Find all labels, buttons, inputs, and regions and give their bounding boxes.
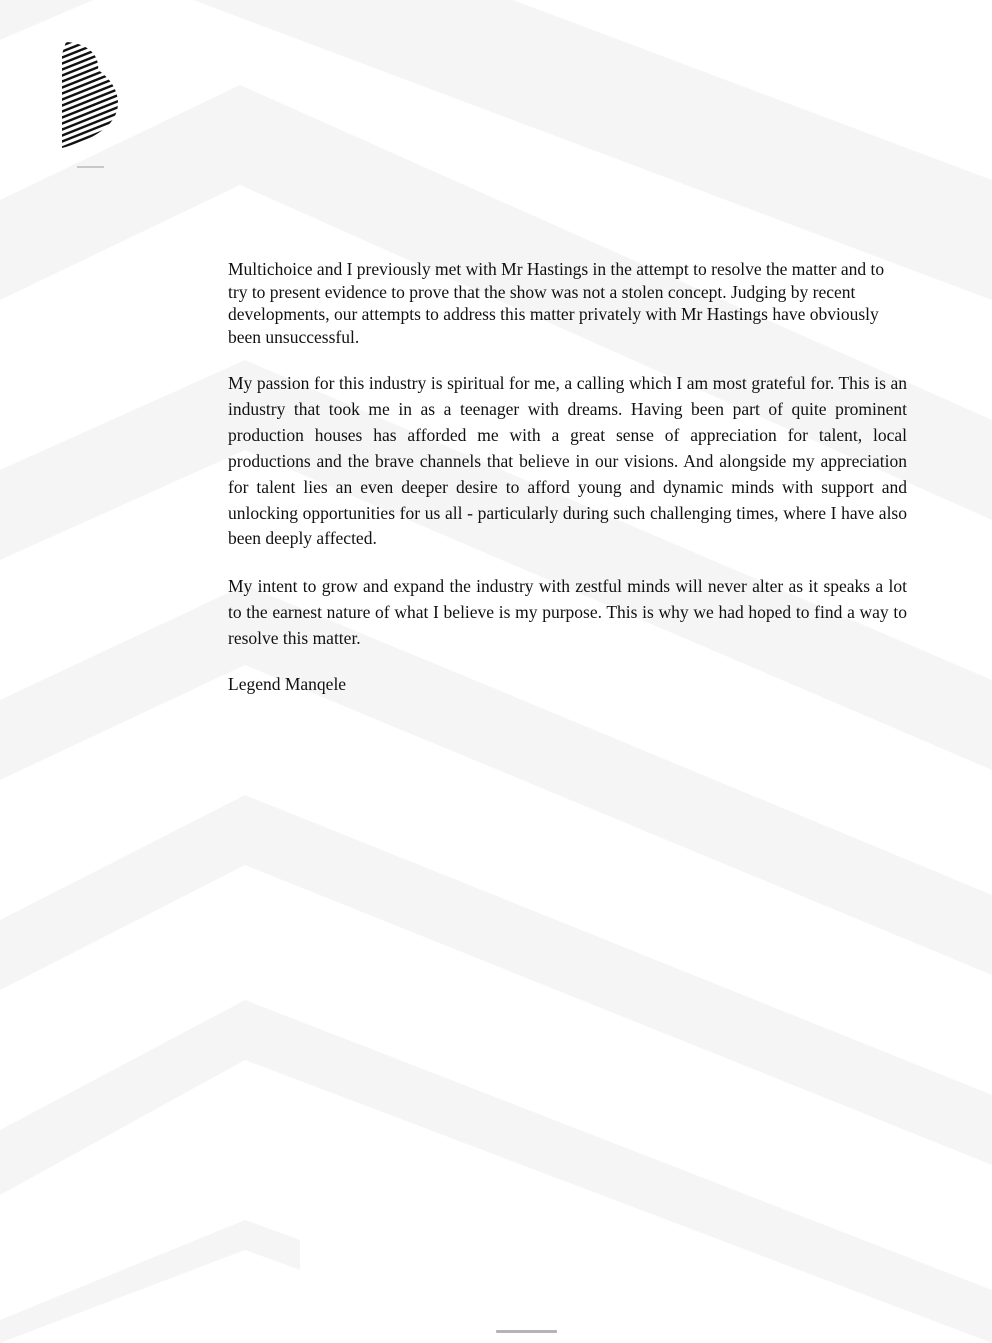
logo-stripes: [56, 40, 126, 152]
letter-paragraph: Multichoice and I previously met with Mr Hastings in the attempt to resolve the matter and to try to present evidence to prove that the show was not a stolen concept. Judging by recent developments, our attempts to address this matter privately with Mr Hastings have obviously been unsuccessful.: [228, 259, 885, 347]
logo-divider: [77, 166, 104, 168]
letter-paragraph: My intent to grow and expand the industry with zestful minds will never alter as it speaks a lot to the earnest nature of what I believe is my purpose. This is why we had hoped to find a way to resolve this matter.: [228, 576, 907, 649]
letter-paragraph: My passion for this industry is spiritual for me, a calling which I am most grateful for. This is an industry that took me in as a teenager with dreams. Having been part of quite prominent production houses has afforded me with a great sense of appreciation for talent, local productions and the brave channels that believe in our visions. And alongside my appreciation for talent lies an even deeper desire to afford young and dynamic minds with support and unlocking opportunities for us all - particularly during such challenging times, where I have also been deeply affected.: [228, 373, 907, 549]
letter-body: [228, 258, 907, 697]
signature: Legend Manqele: [228, 674, 347, 695]
chevron-band: [0, 1220, 300, 1343]
page-footer-divider: [496, 1330, 557, 1333]
striped-b-logo-icon: [56, 40, 126, 152]
